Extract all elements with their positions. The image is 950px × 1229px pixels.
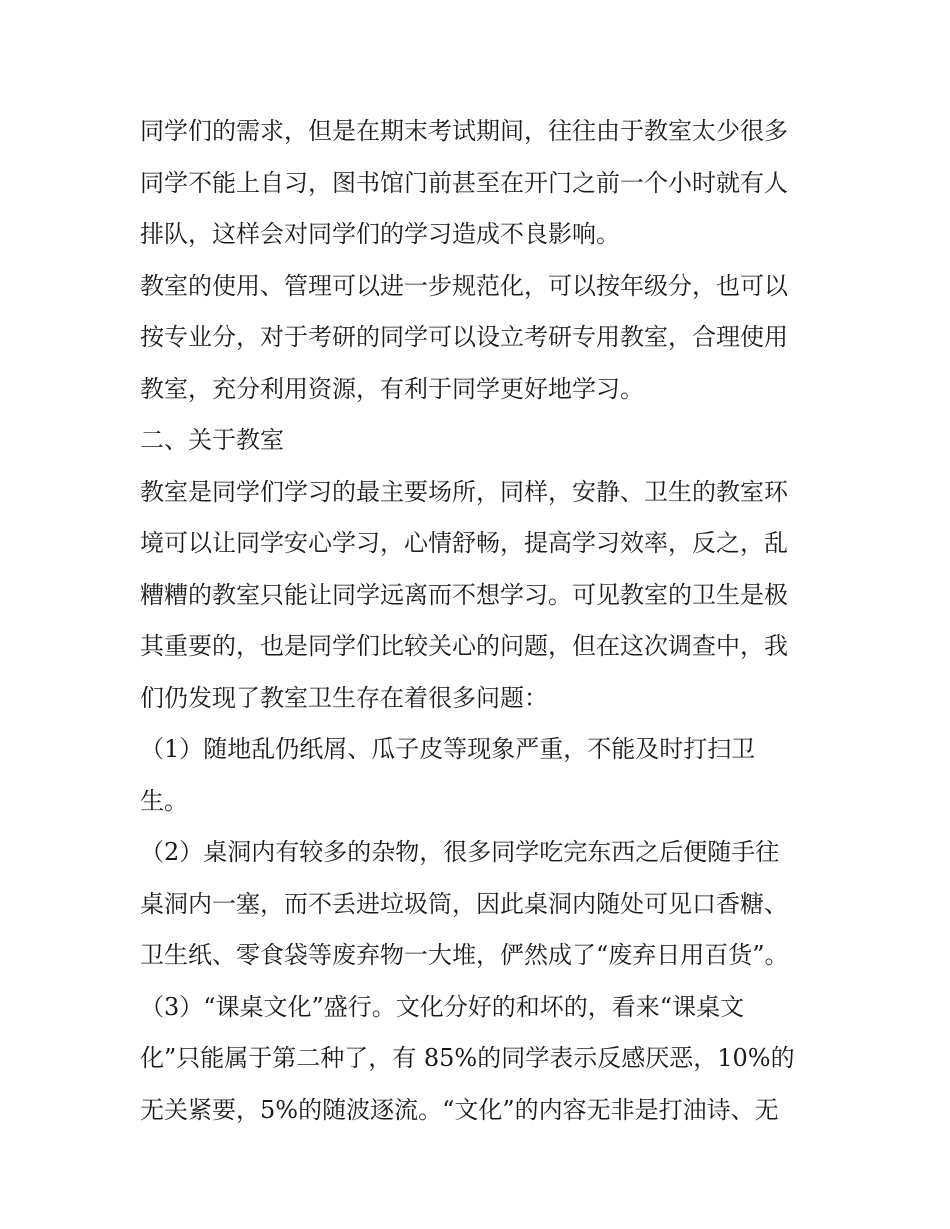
list-item-1-cont: 生。 bbox=[140, 786, 188, 815]
text-line: 教室是同学们学习的最主要场所，同样，安静、卫生的教室环 bbox=[140, 477, 788, 506]
list-item-2-cont: 桌洞内一塞，而不丢进垃圾筒，因此桌洞内随处可见口香糖、 bbox=[140, 889, 788, 918]
text-line: 排队，这样会对同学们的学习造成不良影响。 bbox=[140, 220, 620, 248]
text-line: 教室的使用、管理可以进一步规范化，可以按年级分，也可以 bbox=[140, 271, 788, 300]
section-heading: 二、关于教室 bbox=[140, 426, 284, 454]
text-line: 按专业分，对于考研的同学可以设立考研专用教室，合理使用 bbox=[140, 323, 788, 351]
text-line: 教室，充分利用资源，有利于同学更好地学习。 bbox=[140, 374, 644, 403]
list-item-2-cont: 卫生纸、零食袋等废弃物一大堆，俨然成了“废弃日用百货”。 bbox=[140, 941, 789, 969]
list-item-1: （1）随地乱仍纸屑、瓜子皮等现象严重，不能及时打扫卫 bbox=[140, 735, 756, 763]
list-item-3: （3）“课桌文化”盛行。文化分好的和坏的，看来“课桌文 bbox=[140, 992, 745, 1021]
text-line: 境可以让同学安心学习，心情舒畅，提高学习效率，反之，乱 bbox=[140, 529, 788, 557]
list-item-3-cont: 无关紧要，5%的随波逐流。“文化”的内容无非是打油诗、无 bbox=[140, 1095, 779, 1124]
text-line: 同学不能上自习，图书馆门前甚至在开门之前一个小时就有人 bbox=[140, 168, 788, 197]
list-item-2: （2）桌洞内有较多的杂物，很多同学吃完东西之后便随手往 bbox=[140, 838, 780, 866]
text-line: 同学们的需求，但是在期末考试期间，往往由于教室太少很多 bbox=[140, 117, 788, 145]
text-line: 糟糟的教室只能让同学远离而不想学习。可见教室的卫生是极 bbox=[140, 580, 788, 609]
body-text bbox=[140, 106, 820, 1136]
text-line: 们仍发现了教室卫生存在着很多问题： bbox=[140, 683, 548, 712]
list-item-3-cont: 化”只能属于第二种了，有 85%的同学表示反感厌恶，10%的 bbox=[140, 1044, 795, 1072]
text-line: 其重要的，也是同学们比较关心的问题，但在这次调查中，我 bbox=[140, 632, 788, 660]
